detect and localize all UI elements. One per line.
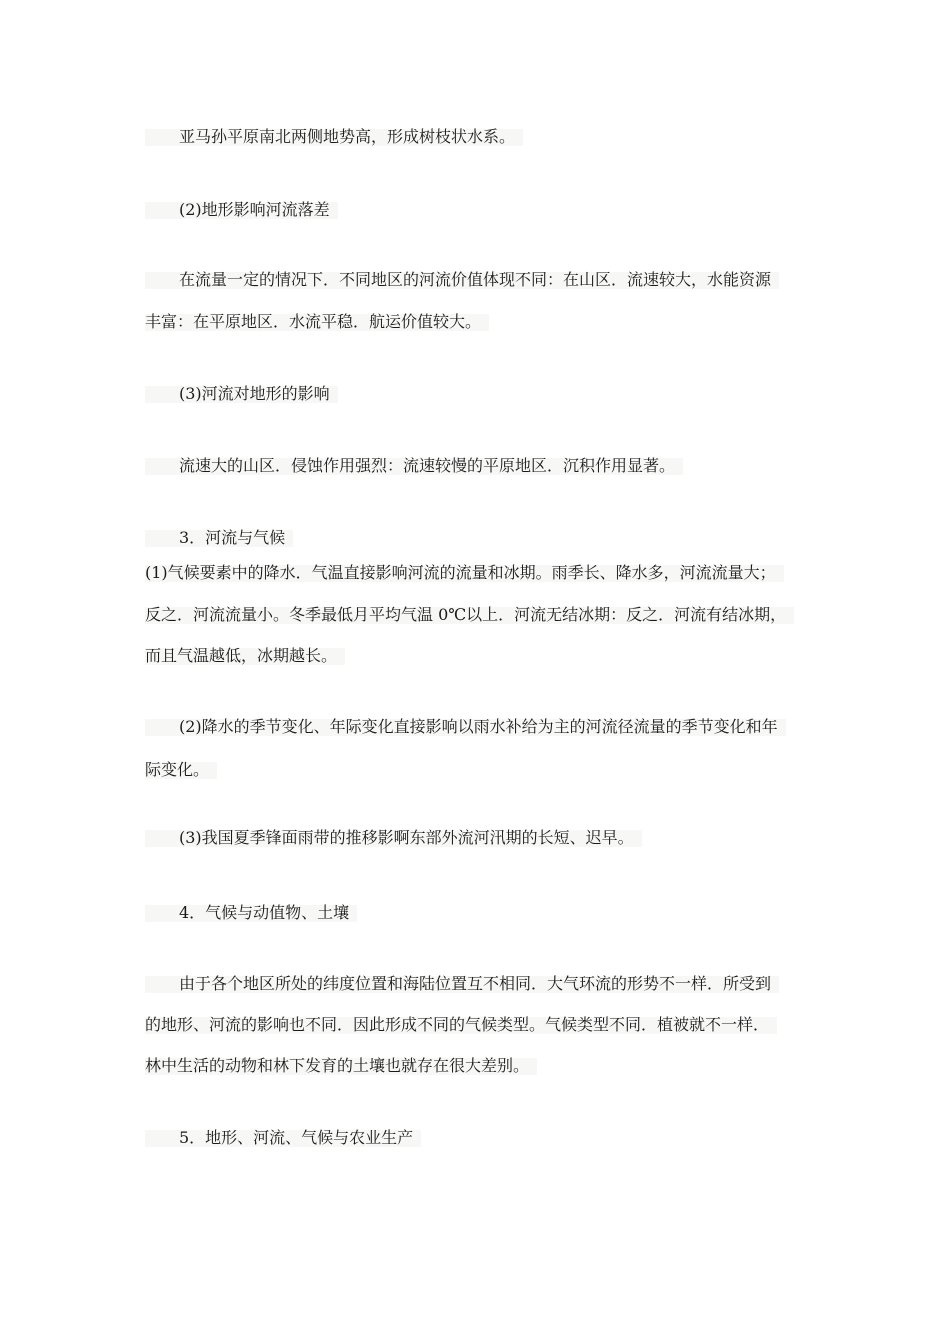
paragraph-line: 由于各个地区所处的纬度位置和海陆位置互不相同．大气环流的形势不一样．所受到	[145, 973, 779, 995]
paragraph-line: 丰富：在平原地区．水流平稳．航运价值较大。	[145, 311, 489, 333]
paragraph-line: 林中生活的动物和林下发育的土壤也就存在很大差别。	[145, 1055, 537, 1077]
paragraph-line: 流速大的山区．侵蚀作用强烈：流速较慢的平原地区．沉积作用显著。	[145, 455, 683, 477]
paragraph-line: (3)我国夏季锋面雨带的推移影啊东部外流河汛期的长短、迟早。	[145, 827, 642, 849]
paragraph-line: (1)气候要素中的降水．气温直接影响河流的流量和冰期。雨季长、降水多，河流流量大；	[145, 562, 784, 584]
paragraph-line: 亚马孙平原南北两侧地势高，形成树枝状水系。	[145, 126, 523, 148]
section-heading: 5．地形、河流、气候与农业生产	[145, 1127, 421, 1149]
section-heading: 3．河流与气候	[145, 527, 293, 549]
paragraph-line: 反之．河流流量小。冬季最低月平均气温 0℃以上．河流无结冰期：反之．河流有结冰期，	[145, 604, 794, 626]
paragraph-line: 在流量一定的情况下．不同地区的河流价值体现不同：在山区．流速较大，水能资源	[145, 269, 779, 291]
paragraph-line: (2)降水的季节变化、年际变化直接影响以雨水补给为主的河流径流量的季节变化和年	[145, 716, 786, 738]
section-heading: (2)地形影响河流落差	[145, 199, 338, 221]
section-heading: (3)河流对地形的影响	[145, 383, 338, 405]
paragraph-line: 际变化。	[145, 759, 217, 781]
paragraph-line: 的地形、河流的影响也不同．因此形成不同的气候类型。气候类型不同．植被就不一样．	[145, 1014, 777, 1036]
section-heading: 4．气候与动值物、土壤	[145, 902, 357, 924]
paragraph-line: 而且气温越低，冰期越长。	[145, 645, 345, 667]
